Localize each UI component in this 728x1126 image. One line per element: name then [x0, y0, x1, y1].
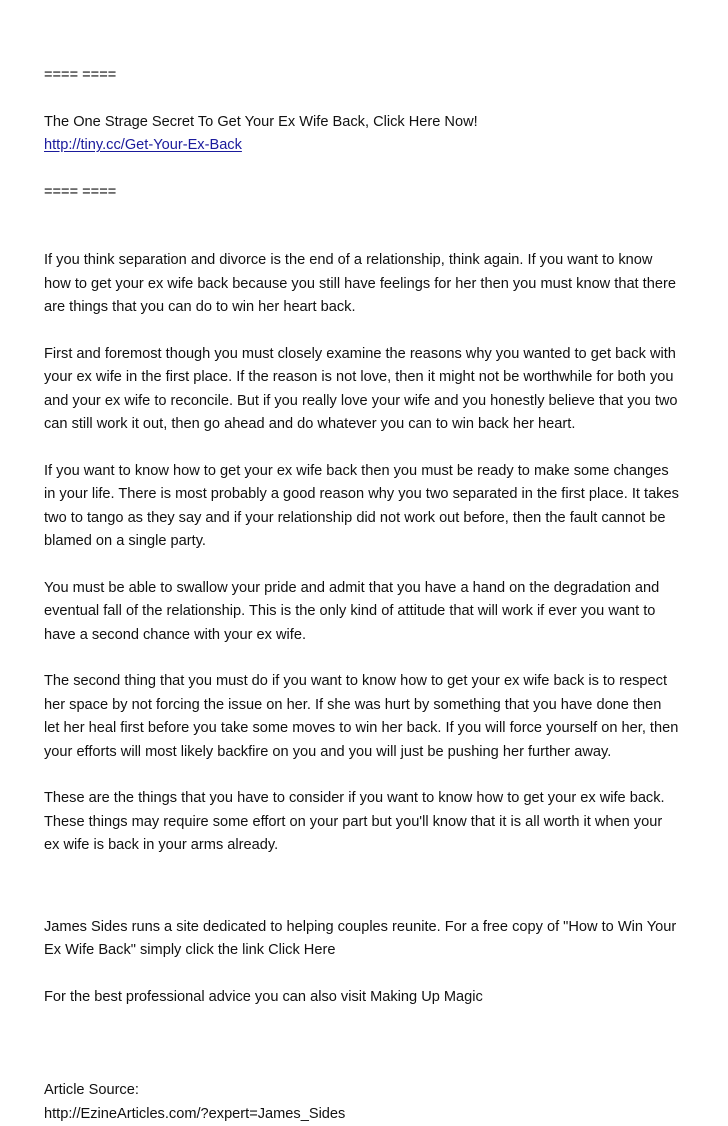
promo-link[interactable]: http://tiny.cc/Get-Your-Ex-Back	[44, 137, 242, 153]
source-url: http://EzineArticles.com/?expert=James_Sides	[44, 1103, 694, 1126]
paragraph-5: The second thing that you must do if you want to know how to get your ex wife back is to respect her space by not forcing the issue on her. If she was hurt by something that you have done then let her heal first before you take some moves to win her back. If you will force yourself on her, then your efforts will most likely backfire on you and you will just be pushing her further away.	[44, 670, 694, 764]
article-body	[44, 249, 694, 858]
source-label: Article Source:	[44, 1079, 694, 1103]
article-source	[44, 1079, 694, 1126]
headline: The One Strage Secret To Get Your Ex Wife Back, Click Here Now!	[44, 111, 694, 135]
paragraph-2: First and foremost though you must closely examine the reasons why you wanted to get back with your ex wife in the first place. If the reason is not love, then it might not be worthwhile for both you and your ex wife to reconcile. But if you really love your wife and you honestly believe that you two can still work it out, then go ahead and do whatever you can to win back her heart.	[44, 343, 694, 437]
paragraph-6: These are the things that you have to consider if you want to know how to get your ex wife back. These things may require some effort on your part but you'll know that it is all worth it when your ex wife is back in your arms already.	[44, 787, 694, 858]
paragraph-1: If you think separation and divorce is the end of a relationship, think again. If you want to know how to get your ex wife back because you still have feelings for her then you must know that there are things that you can do to win her heart back.	[44, 249, 694, 320]
author-bio: James Sides runs a site dedicated to helping couples reunite. For a free copy of "How to Win Your Ex Wife Back" simply click the link Click Here	[44, 916, 694, 963]
document-page	[44, 64, 694, 1126]
author-advice: For the best professional advice you can also visit Making Up Magic	[44, 986, 694, 1010]
separator-bottom: ==== ====	[44, 181, 694, 205]
separator-top: ==== ====	[44, 64, 694, 88]
paragraph-3: If you want to know how to get your ex wife back then you must be ready to make some changes in your life. There is most probably a good reason why you two separated in the first place. It takes two to tango as they say and if your relationship did not work out before, then the fault cannot be blamed on a single party.	[44, 460, 694, 554]
paragraph-4: You must be able to swallow your pride and admit that you have a hand on the degradation and eventual fall of the relationship. This is the only kind of attitude that will work if ever you want to have a second chance with your ex wife.	[44, 577, 694, 648]
